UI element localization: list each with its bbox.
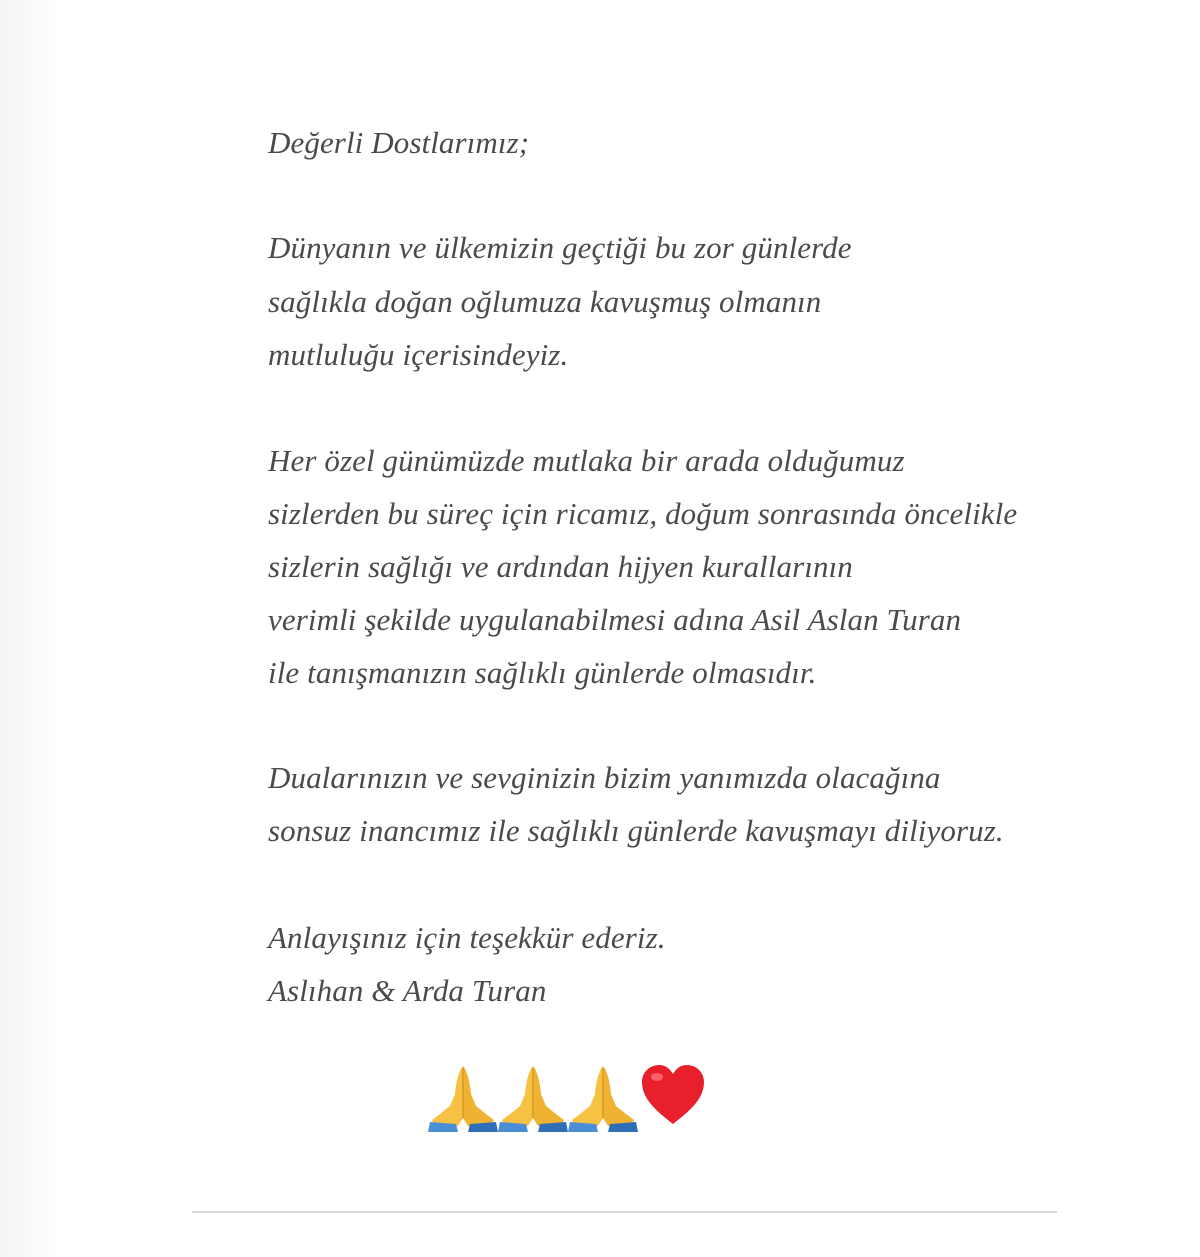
paragraph2-line1: Her özel günümüzde mutlaka bir arada olduğumuz — [268, 443, 905, 478]
paragraph2-line5: ile tanışmanızın sağlıklı günlerde olmasıdır. — [268, 655, 817, 690]
paragraph1-line3: mutluluğu içerisindeyiz. — [268, 337, 569, 372]
paragraph1-line2: sağlıkla doğan oğlumuza kavuşmuş olmanın — [268, 284, 822, 319]
paragraph1-line1: Dünyanın ve ülkemizin geçtiği bu zor günlerde — [268, 230, 852, 265]
praying-hands-icon — [568, 1060, 638, 1132]
letter-closing: Anlayışınız için teşekkür ederiz. — [268, 920, 666, 955]
paragraph2-line4: verimli şekilde uygulanabilmesi adına Asil Aslan Turan — [268, 602, 962, 637]
paragraph3-line2: sonsuz inancımız ile sağlıklı günlerde kavuşmayı diliyoruz. — [268, 813, 1004, 848]
page-edge-shadow — [0, 0, 60, 1257]
paragraph2-line2: sizlerden bu süreç için ricamız, doğum sonrasında öncelikle — [268, 496, 1018, 531]
bottom-divider — [192, 1211, 1057, 1213]
praying-hands-icon — [498, 1060, 568, 1132]
paragraph3-line1: Dualarınızın ve sevginizin bizim yanımızda olacağına — [268, 760, 941, 795]
paragraph2-line3: sizlerin sağlığı ve ardından hijyen kurallarının — [268, 549, 853, 584]
letter-signature: Aslıhan & Arda Turan — [268, 973, 547, 1008]
red-heart-icon — [638, 1062, 708, 1128]
emoji-row — [428, 1060, 708, 1132]
praying-hands-icon — [428, 1060, 498, 1132]
letter-greeting: Değerli Dostlarımız; — [268, 125, 530, 160]
